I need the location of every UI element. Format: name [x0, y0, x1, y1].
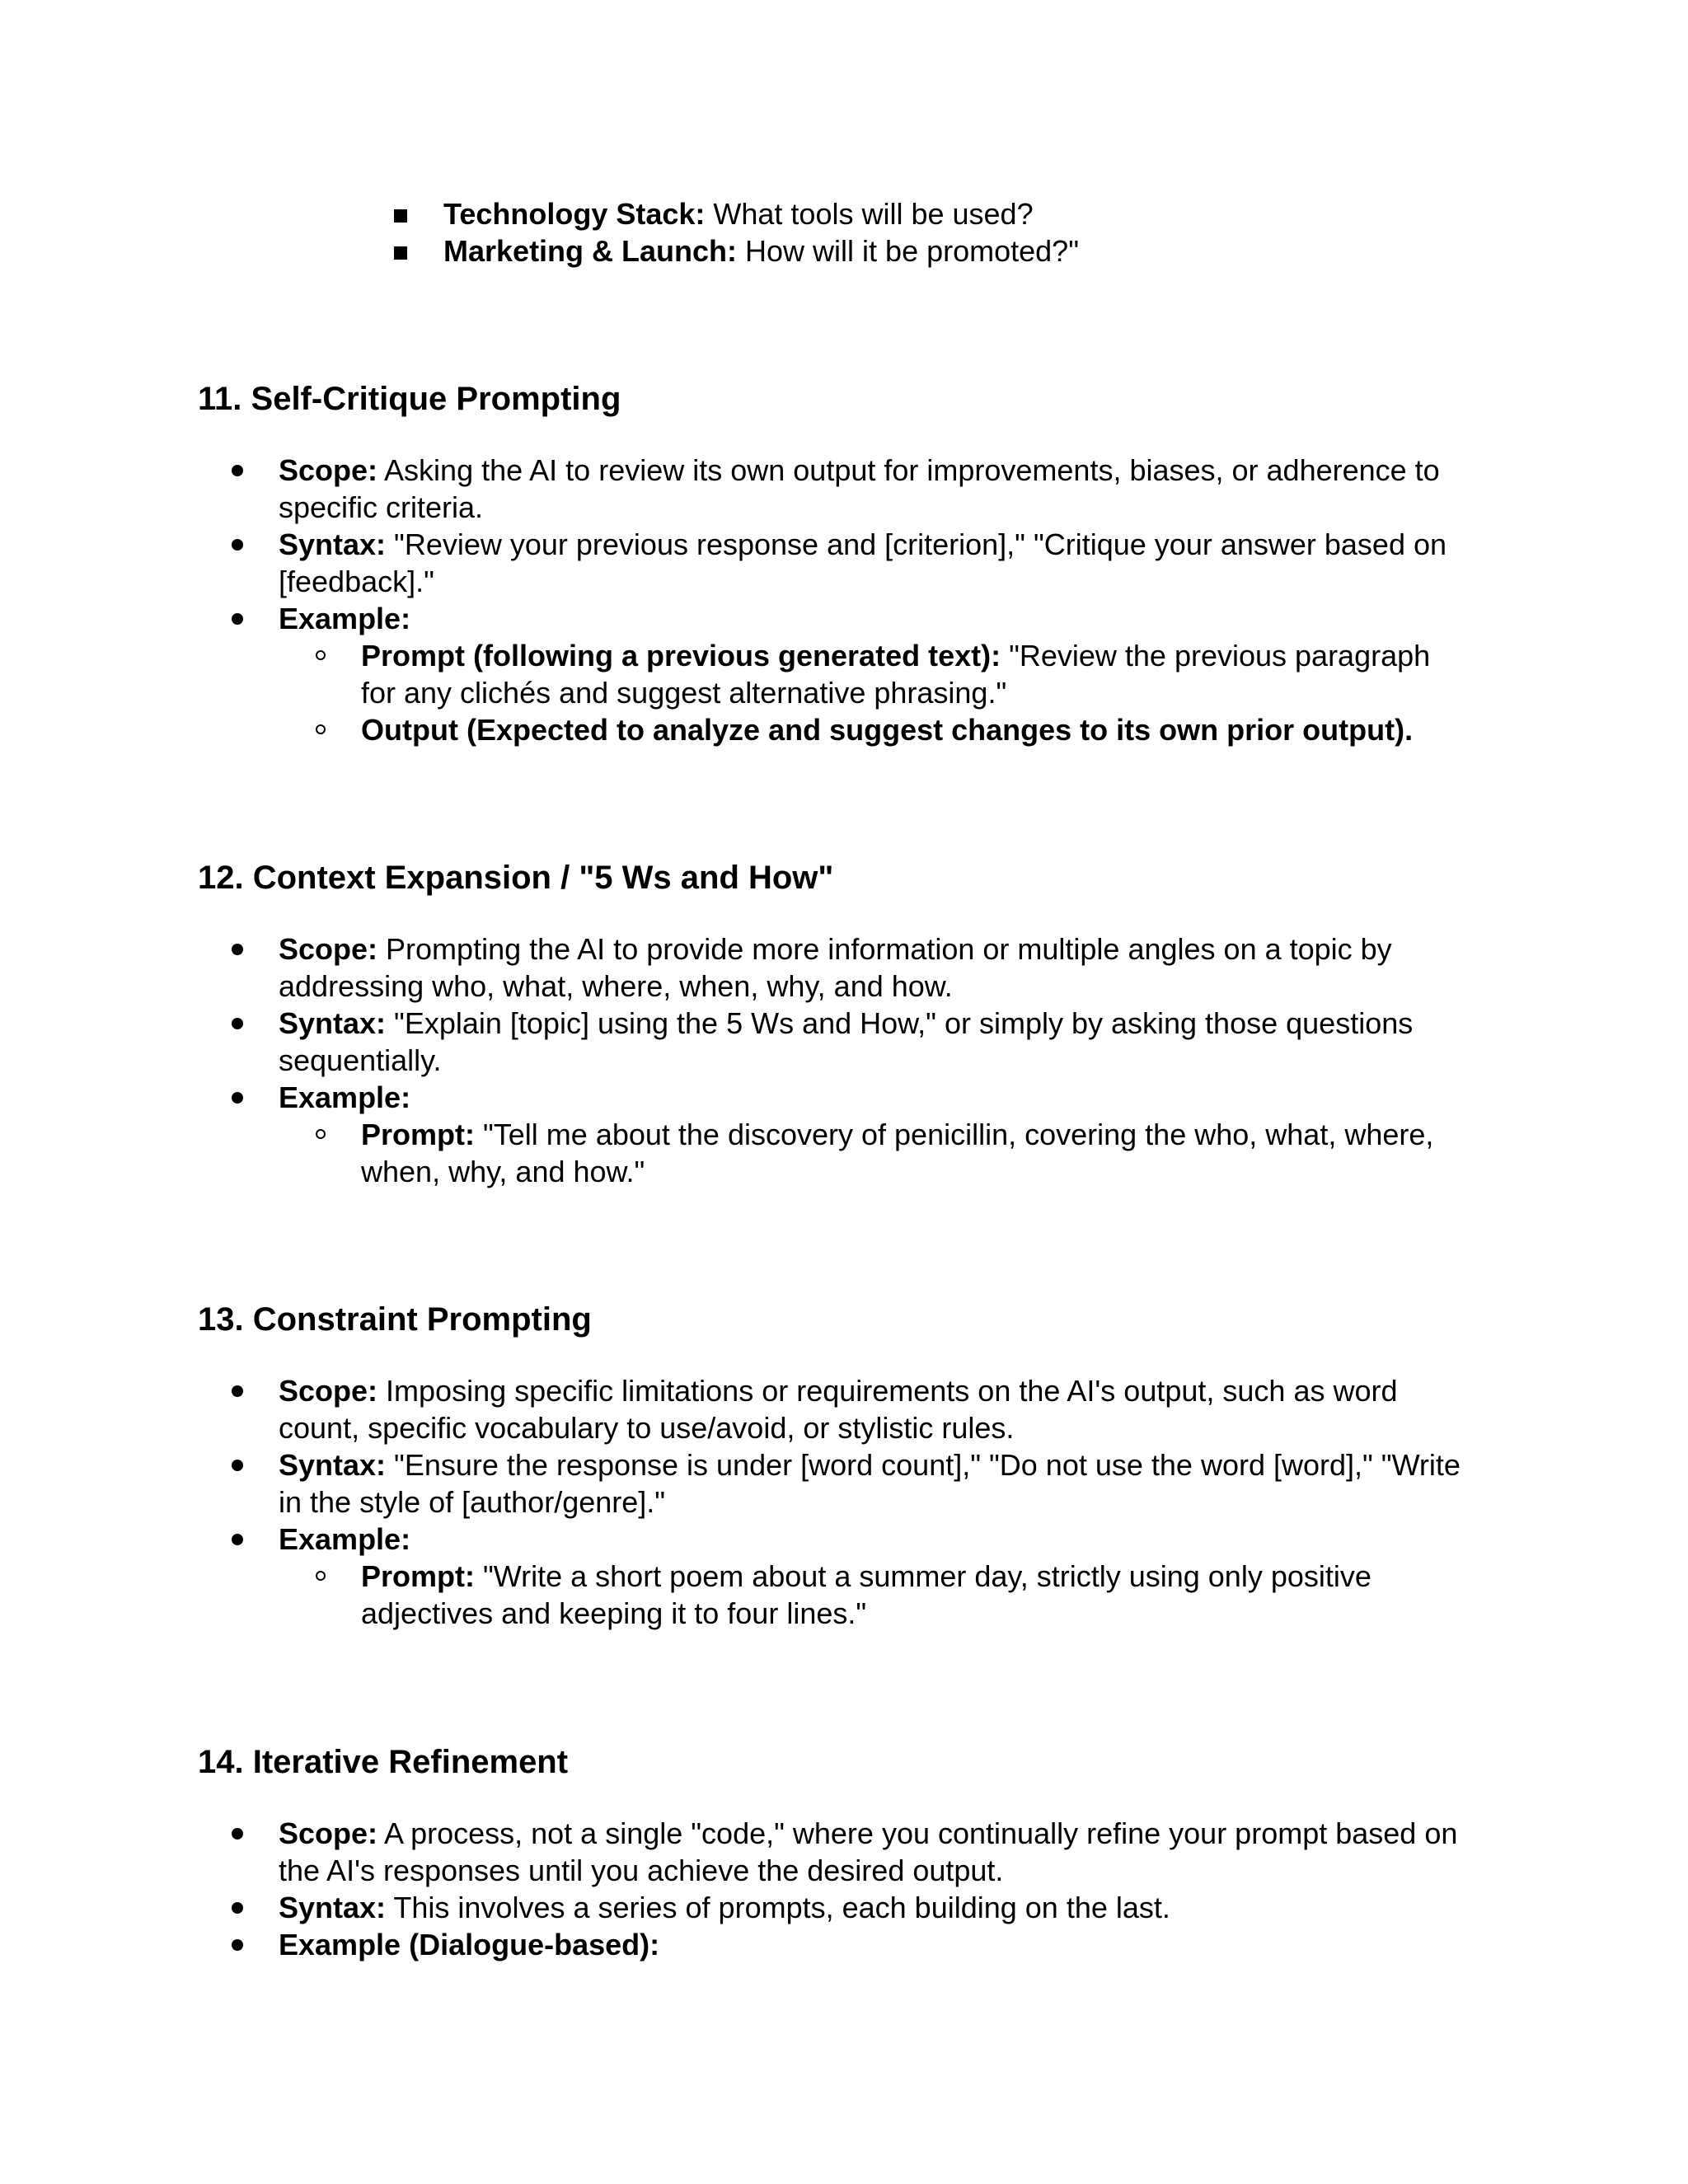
disc-bullet-icon	[232, 1534, 243, 1545]
scope-line: Scope: A process, not a single "code," where you continually refine your prompt based on	[279, 1816, 1458, 1850]
scope-line: Scope: Asking the AI to review its own output for improvements, biases, or adherence to	[279, 453, 1440, 487]
disc-bullet-icon	[232, 1939, 243, 1951]
disc-bullet-icon	[232, 944, 243, 955]
syntax-line-continued: in the style of [author/genre]."	[279, 1485, 666, 1519]
syntax-line: Syntax: This involves a series of prompts, each building on the last.	[279, 1891, 1170, 1924]
sub-item-prompt: Prompt (following a previous generated text): "Review the previous paragraph	[361, 639, 1431, 673]
disc-bullet-icon	[232, 1460, 243, 1471]
example-label: Example (Dialogue-based):	[279, 1928, 660, 1961]
disc-bullet-icon	[232, 1828, 243, 1840]
example-label: Example:	[279, 602, 411, 635]
sub-item-prompt: Prompt: "Write a short poem about a summer day, strictly using only positive	[361, 1559, 1372, 1593]
sub-item-output: Output (Expected to analyze and suggest changes to its own prior output).	[361, 713, 1414, 747]
syntax-line-continued: sequentially.	[279, 1043, 442, 1077]
section-heading: 14. Iterative Refinement	[198, 1744, 569, 1780]
disc-bullet-icon	[232, 613, 243, 625]
example-label: Example:	[279, 1522, 411, 1556]
disc-bullet-icon	[232, 1018, 243, 1029]
circle-bullet-icon	[316, 1129, 326, 1139]
section-heading: 12. Context Expansion / "5 Ws and How"	[198, 860, 834, 896]
scope-line: Scope: Imposing specific limitations or requirements on the AI's output, such as word	[279, 1374, 1398, 1408]
section-heading: 11. Self-Critique Prompting	[198, 381, 621, 417]
scope-line-continued: addressing who, what, where, when, why, and how.	[279, 969, 953, 1003]
scope-line-continued: the AI's responses until you achieve the desired output.	[279, 1854, 1004, 1887]
sub-item-prompt: Prompt: "Tell me about the discovery of penicillin, covering the who, what, where,	[361, 1118, 1434, 1151]
sub-item-prompt-continued: when, why, and how."	[361, 1155, 645, 1188]
circle-bullet-icon	[316, 1571, 326, 1581]
disc-bullet-icon	[232, 1385, 243, 1397]
list-item-marketing-launch: Marketing & Launch: How will it be promoted?"	[443, 234, 1079, 268]
disc-bullet-icon	[232, 1092, 243, 1104]
example-label: Example:	[279, 1080, 411, 1114]
sub-item-prompt-continued: adjectives and keeping it to four lines."	[361, 1596, 867, 1630]
scope-line-continued: specific criteria.	[279, 490, 484, 524]
sub-item-prompt-continued: for any clichés and suggest alternative phrasing."	[361, 676, 1007, 710]
syntax-line: Syntax: "Explain [topic] using the 5 Ws and How," or simply by asking those questions	[279, 1006, 1414, 1040]
scope-line-continued: count, specific vocabulary to use/avoid, or stylistic rules.	[279, 1411, 1015, 1445]
section-heading: 13. Constraint Prompting	[198, 1301, 592, 1338]
scope-line: Scope: Prompting the AI to provide more information or multiple angles on a topic by	[279, 932, 1392, 966]
syntax-line: Syntax: "Review your previous response and [criterion]," "Critique your answer based on	[279, 527, 1447, 561]
syntax-line: Syntax: "Ensure the response is under [word count]," "Do not use the word [word]," "Write	[279, 1448, 1461, 1482]
disc-bullet-icon	[232, 465, 243, 476]
square-bullet-icon	[394, 209, 407, 223]
square-bullet-icon	[394, 246, 407, 260]
disc-bullet-icon	[232, 539, 243, 551]
circle-bullet-icon	[316, 650, 326, 660]
disc-bullet-icon	[232, 1902, 243, 1914]
syntax-line-continued: [feedback]."	[279, 565, 434, 598]
list-item-technology-stack: Technology Stack: What tools will be used?	[443, 197, 1034, 231]
circle-bullet-icon	[316, 724, 326, 734]
